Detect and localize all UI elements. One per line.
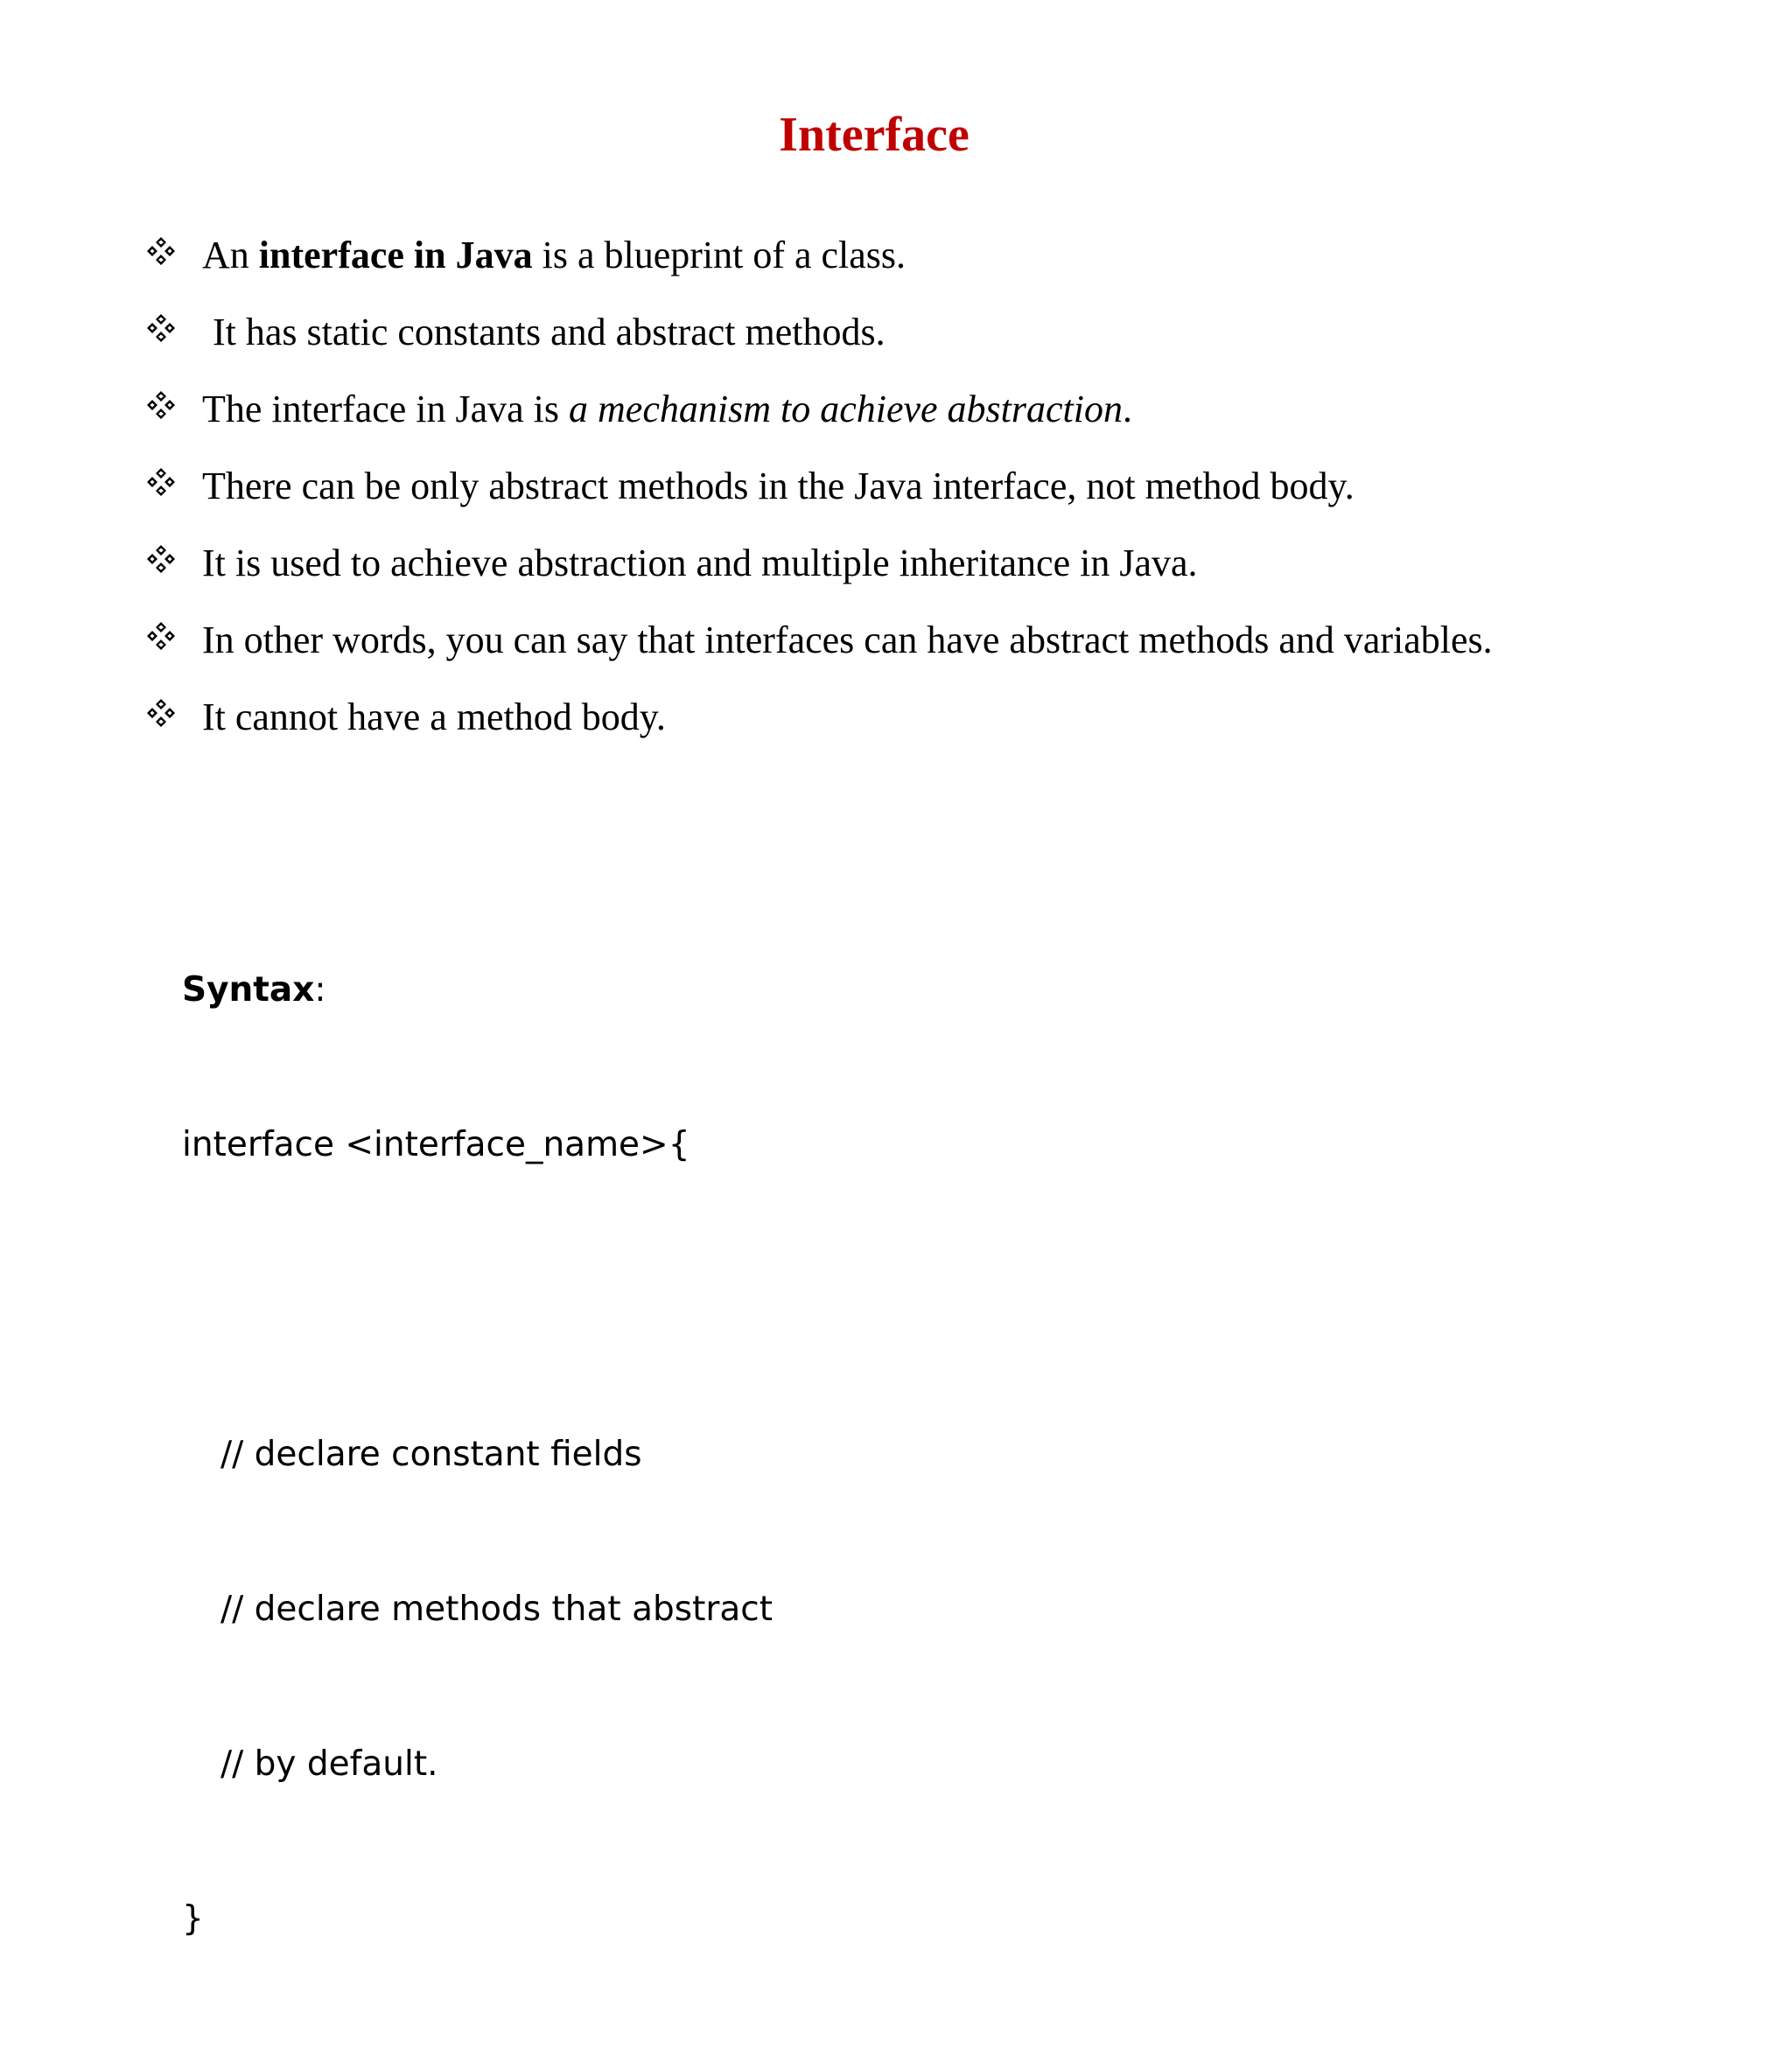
code-line: } <box>182 1899 204 1939</box>
list-item <box>144 308 1772 360</box>
four-diamond-bullet-icon <box>144 465 178 499</box>
bullet-text: In other words, you can say that interfaces can have abstract methods and variables. <box>202 619 1493 661</box>
bullet-text-pre: An <box>202 234 259 276</box>
code-comment-line: // by default. <box>220 1744 438 1784</box>
bullet-text: It has static constants and abstract methods. <box>213 311 886 353</box>
syntax-label: Syntax <box>182 970 315 1010</box>
code-line: interface <interface_name>{ <box>182 1125 690 1164</box>
bullet-text-post: . <box>1123 388 1133 430</box>
page-title: Interface <box>779 108 970 162</box>
four-diamond-bullet-icon <box>144 234 178 268</box>
bullet-text-pre: The interface in Java is <box>202 388 570 430</box>
list-item <box>144 616 1772 668</box>
syntax-block <box>182 861 773 2048</box>
code-comment-line: // declare constant fields <box>220 1435 642 1474</box>
four-diamond-bullet-icon <box>144 542 178 576</box>
syntax-label-suffix: : <box>314 970 326 1010</box>
four-diamond-bullet-icon <box>144 619 178 653</box>
bullet-text: It is used to achieve abstraction and multiple inheritance in Java. <box>202 542 1198 584</box>
bullet-text-italic: a mechanism to achieve abstraction <box>569 388 1124 430</box>
bullet-text <box>202 385 1132 434</box>
bullet-text: It cannot have a method body. <box>202 695 666 738</box>
syntax-heading <box>182 964 773 1016</box>
four-diamond-bullet-icon <box>144 311 178 345</box>
bullet-text-bold: interface in Java <box>258 234 533 276</box>
list-item <box>144 462 1772 514</box>
code-comment-line: // declare methods that abstract <box>220 1590 774 1629</box>
list-item <box>144 385 1772 437</box>
list-item <box>144 539 1772 591</box>
list-item <box>144 231 1772 283</box>
bullet-text <box>202 231 906 280</box>
four-diamond-bullet-icon <box>144 388 178 422</box>
list-item <box>144 693 1772 745</box>
code-blank-line <box>182 1274 773 1325</box>
bullet-text: There can be only abstract methods in the Java interface, not method body. <box>202 465 1354 507</box>
bullet-text-post: is a blueprint of a class. <box>532 234 906 276</box>
four-diamond-bullet-icon <box>144 696 178 730</box>
